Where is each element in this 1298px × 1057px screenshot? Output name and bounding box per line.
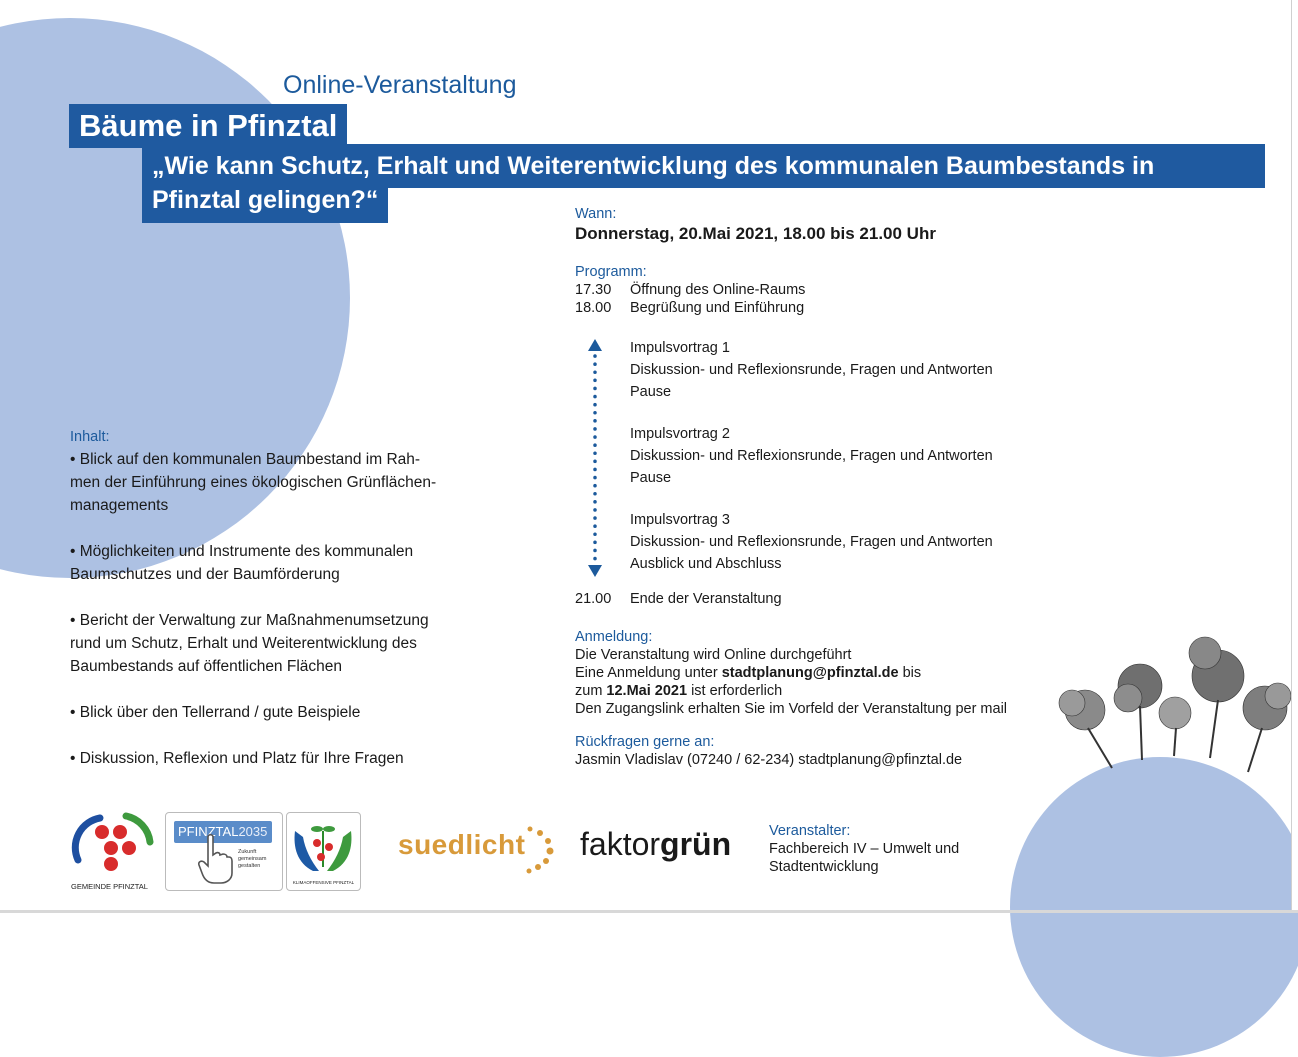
content-item: • Möglichkeiten und Instrumente des kommunalen Baumschutzes und der Baumförderung [70, 543, 414, 583]
suedlicht-logo [398, 829, 525, 861]
content-item: • Blick auf den kommunalen Baumbestand im Rah- men der Einführung eines ökologischen Grünflächen- managements [70, 451, 437, 514]
pfinztal-2035-tagline: Zukunft gemeinsam gestalten [238, 849, 267, 869]
program-text: Öffnung des Online-Raums [630, 282, 806, 298]
registration-line: zum 12.Mai 2021 ist erforderlich [575, 683, 783, 699]
contact-section [575, 733, 962, 769]
program-label: Programm: [575, 264, 647, 280]
program-block-line: Pause [630, 384, 672, 400]
faktorgruen-logo-part2: grün [660, 826, 732, 862]
content-label: Inhalt: [70, 429, 110, 445]
event-subtitle-line1: „Wie kann Schutz, Erhalt und Weiterentwicklung des kommunalen Baumbestands in [142, 144, 1265, 188]
registration-deadline: 12.Mai 2021 [606, 683, 688, 699]
program-block-title: Impulsvortrag 2 [630, 426, 730, 442]
registration-line: Eine Anmeldung unter stadtplanung@pfinztal.de bis [575, 665, 922, 681]
trees-illustration [1050, 628, 1295, 778]
organizer-section [769, 822, 959, 876]
organizer-line: Fachbereich IV – Umwelt und [769, 841, 960, 857]
program-row-end [575, 591, 782, 607]
program-block-line: Diskussion- und Reflexionsrunde, Fragen und Antworten [630, 362, 993, 378]
faktorgruen-logo-part1: faktor [580, 826, 661, 862]
program-time: 21.00 [575, 591, 612, 607]
program-block-line: Diskussion- und Reflexionsrunde, Fragen und Antworten [630, 534, 993, 550]
klimaoffensive-logo-text: KLIMAOFFENSIVE PFINZTAL [292, 880, 355, 885]
suedlicht-logo-text: suedlicht [398, 829, 526, 860]
content-item: • Diskussion, Reflexion und Platz für Ihre Fragen [70, 750, 404, 767]
event-subtitle-line2: Pfinztal gelingen?“ [142, 182, 388, 223]
contact-label: Rückfragen gerne an: [575, 734, 715, 750]
program-block-title: Impulsvortrag 1 [630, 340, 730, 356]
pfinztal-2035-logo [165, 812, 283, 891]
registration-line: Den Zugangslink erhalten Sie im Vorfeld der Veranstaltung per mail [575, 701, 1008, 717]
hands-plant-icon [291, 817, 355, 875]
klimaoffensive-logo [286, 812, 361, 891]
content-item: • Bericht der Verwaltung zur Maßnahmenumsetzung rund um Schutz, Erhalt und Weiterentwicklung des Baumbestands auf öffentlichen Flächen [70, 612, 429, 675]
organizer-line: Stadtentwicklung [769, 859, 879, 875]
program-block [630, 423, 993, 489]
program-time: 17.30 [575, 282, 612, 298]
timeline-arrow-icon [585, 336, 605, 580]
registration-line: Die Veranstaltung wird Online durchgeführt [575, 647, 852, 663]
program-row [575, 300, 804, 316]
pointing-hand-icon [196, 833, 234, 885]
when-label: Wann: [575, 206, 617, 222]
program-block-title: Impulsvortrag 3 [630, 512, 730, 528]
organizer-label: Veranstalter: [769, 823, 851, 839]
content-item: • Blick über den Tellerrand / gute Beispiele [70, 704, 361, 721]
program-block-line: Pause [630, 470, 672, 486]
registration-label: Anmeldung: [575, 629, 653, 645]
contact-value: Jasmin Vladislav (07240 / 62-234) stadtplanung@pfinztal.de [575, 752, 963, 768]
gemeinde-pfinztal-logo-text: GEMEINDE PFINZTAL [71, 882, 148, 891]
program-row [575, 282, 805, 298]
program-time: 18.00 [575, 300, 612, 316]
event-kicker: Online-Veranstaltung [283, 71, 517, 99]
program-block-line: Ausblick und Abschluss [630, 556, 782, 572]
event-title: Bäume in Pfinztal [69, 104, 347, 148]
program-block [630, 509, 993, 575]
program-block [630, 337, 993, 403]
page-edge-right [1291, 0, 1298, 913]
when-value: Donnerstag, 20.Mai 2021, 18.00 bis 21.00 Uhr [575, 224, 936, 243]
program-block-line: Diskussion- und Reflexionsrunde, Fragen und Antworten [630, 448, 993, 464]
program-text: Ende der Veranstaltung [630, 591, 782, 607]
faktorgruen-logo [580, 826, 731, 863]
registration-email: stadtplanung@pfinztal.de [721, 665, 899, 681]
gemeinde-pfinztal-logo-icon [70, 812, 156, 880]
pfinztal-2035-banner: PFINZTAL2035 [174, 821, 272, 843]
decorative-circle-small [1010, 757, 1298, 1057]
sun-dots-icon [526, 823, 556, 875]
registration-section [575, 628, 1007, 718]
program-text: Begrüßung und Einführung [630, 300, 805, 316]
